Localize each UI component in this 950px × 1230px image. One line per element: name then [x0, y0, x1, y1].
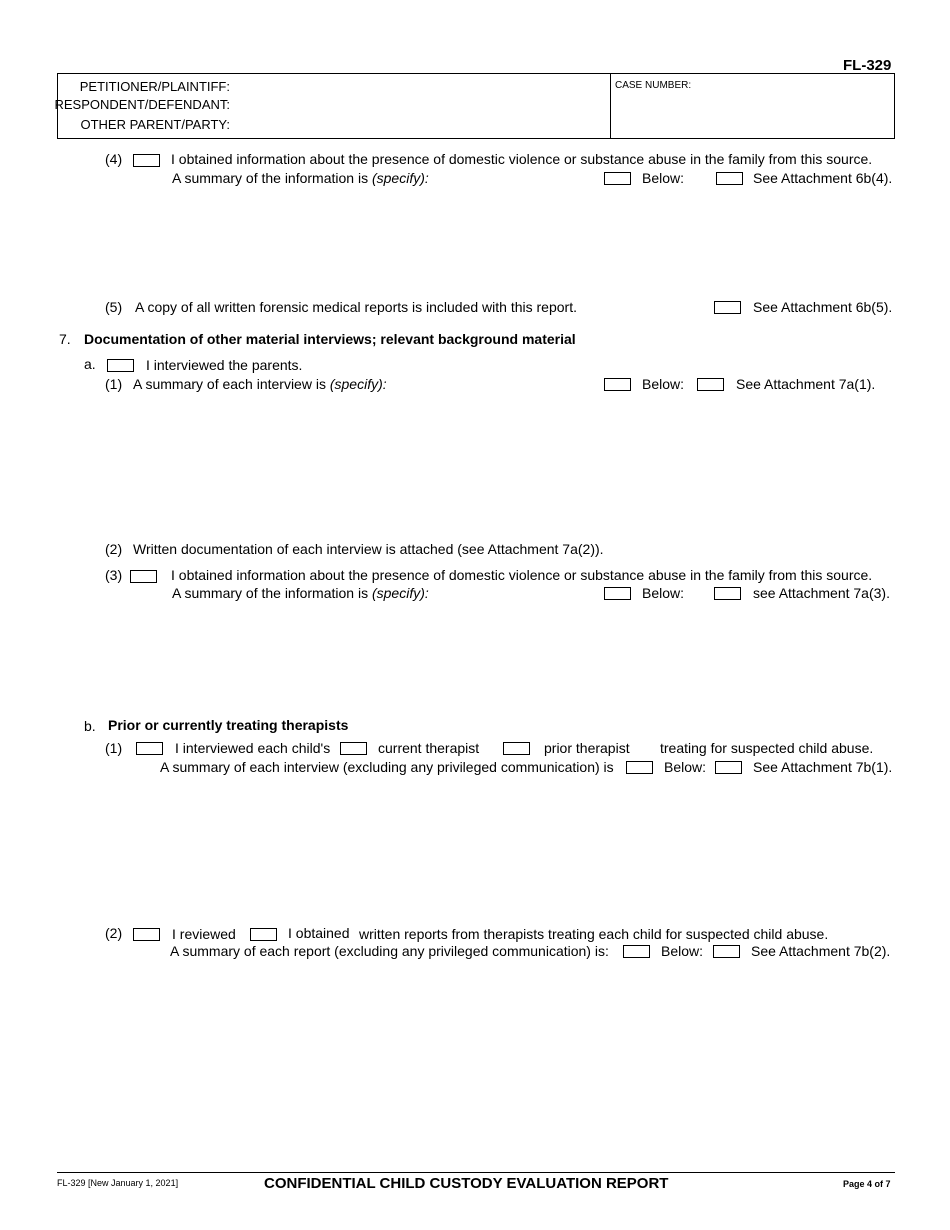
- item-7a3-attachment-checkbox[interactable]: [714, 587, 741, 600]
- item-7a-letter: a.: [84, 356, 96, 372]
- item-7a1-below-checkbox[interactable]: [604, 378, 631, 391]
- item-7b1-summary: A summary of each interview (excluding any privileged communication) is: [160, 759, 614, 775]
- caption-divider: [610, 73, 611, 139]
- case-number-label: CASE NUMBER:: [615, 80, 692, 91]
- item-7b2-attachment-checkbox[interactable]: [713, 945, 740, 958]
- item-7a3-summary: [172, 585, 429, 601]
- petitioner-label: PETITIONER/PLAINTIFF:: [79, 79, 230, 94]
- item-6b4-summary: [172, 170, 429, 186]
- item-7a2-number: (2): [105, 541, 123, 557]
- item-7b1-interviewed: I interviewed each child's: [175, 740, 331, 756]
- item-7b2-rest: written reports from therapists treating each child for suspected child abuse.: [359, 926, 829, 942]
- item-7a3-summary-prefix: A summary of the information is: [172, 585, 369, 601]
- footer-rule: [57, 1172, 895, 1173]
- item-6b5-attachment-label: See Attachment 6b(5).: [753, 299, 893, 315]
- item-7a1-attachment-label: See Attachment 7a(1).: [736, 376, 876, 392]
- item-7b1-checkbox[interactable]: [136, 742, 163, 755]
- item-7b2-below-checkbox[interactable]: [623, 945, 650, 958]
- item-7b2-below-label: Below:: [661, 943, 704, 959]
- item-6b5-number: (5): [105, 299, 123, 315]
- item-7b2-reviewed-checkbox[interactable]: [133, 928, 160, 941]
- respondent-label: RESPONDENT/DEFENDANT:: [54, 97, 230, 112]
- item-7a3-below-checkbox[interactable]: [604, 587, 631, 600]
- section-7-number: 7.: [59, 331, 71, 347]
- item-6b4-below-checkbox[interactable]: [604, 172, 631, 185]
- item-7b1-current-therapist-checkbox[interactable]: [340, 742, 367, 755]
- item-6b4-specify: (specify):: [371, 170, 429, 186]
- section-7-title: Documentation of other material interviews; relevant background material: [84, 331, 576, 347]
- item-7a3-below-label: Below:: [642, 585, 685, 601]
- item-6b4-number: (4): [105, 151, 123, 167]
- item-7a-text: I interviewed the parents.: [146, 357, 303, 373]
- item-6b4-text: I obtained information about the presence of domestic violence or substance abuse in the family from this source.: [171, 151, 873, 167]
- item-7b2-summary: A summary of each report (excluding any privileged communication) is:: [170, 943, 609, 959]
- item-7b-title: Prior or currently treating therapists: [108, 717, 349, 733]
- item-7b1-attachment-label: See Attachment 7b(1).: [753, 759, 893, 775]
- other-parent-label: OTHER PARENT/PARTY:: [80, 117, 230, 132]
- item-7a1-number: (1): [105, 376, 123, 392]
- item-7a1-specify: (specify):: [329, 376, 387, 392]
- item-7b-letter: b.: [84, 718, 96, 734]
- item-7b2-number: (2): [105, 925, 123, 941]
- footer-page-number: Page 4 of 7: [843, 1179, 891, 1189]
- item-7a-checkbox[interactable]: [107, 359, 134, 372]
- form-id: FL-329: [843, 57, 892, 74]
- item-7a3-attachment-label: see Attachment 7a(3).: [753, 585, 890, 601]
- item-7b1-prior-therapist-checkbox[interactable]: [503, 742, 530, 755]
- item-7b1-number: (1): [105, 740, 123, 756]
- item-7b1-attachment-checkbox[interactable]: [715, 761, 742, 774]
- item-6b5-text: A copy of all written forensic medical reports is included with this report.: [135, 299, 577, 315]
- item-7a1-text: [133, 376, 387, 392]
- item-6b5-attachment-checkbox[interactable]: [714, 301, 741, 314]
- item-7a1-text-main: A summary of each interview is: [133, 376, 326, 392]
- item-7b2-obtained-checkbox[interactable]: [250, 928, 277, 941]
- footer-title: CONFIDENTIAL CHILD CUSTODY EVALUATION REPORT: [264, 1175, 669, 1192]
- item-6b4-attachment-label: See Attachment 6b(4).: [753, 170, 893, 186]
- item-7a3-number: (3): [105, 567, 123, 583]
- item-7a1-below-label: Below:: [642, 376, 685, 392]
- item-7a3-text: I obtained information about the presence of domestic violence or substance abuse in the family from this source.: [171, 567, 873, 583]
- item-7b2-reviewed-label: I reviewed: [172, 926, 236, 942]
- footer-form-revision: FL-329 [New January 1, 2021]: [57, 1178, 179, 1188]
- item-7b1-current-therapist-label: current therapist: [378, 740, 480, 756]
- item-7b1-prior-therapist-label: prior therapist: [544, 740, 630, 756]
- item-6b4-attachment-checkbox[interactable]: [716, 172, 743, 185]
- item-7b2-attachment-label: See Attachment 7b(2).: [751, 943, 891, 959]
- item-7a2-text: Written documentation of each interview is attached (see Attachment 7a(2)).: [133, 541, 604, 557]
- item-7b1-below-label: Below:: [664, 759, 707, 775]
- item-7b1-treating: treating for suspected child abuse.: [660, 740, 874, 756]
- item-6b4-below-label: Below:: [642, 170, 685, 186]
- item-7b1-below-checkbox[interactable]: [626, 761, 653, 774]
- item-7a1-attachment-checkbox[interactable]: [697, 378, 724, 391]
- item-6b4-checkbox[interactable]: [133, 154, 160, 167]
- item-7a3-specify: (specify):: [371, 585, 429, 601]
- item-7b2-obtained-label: I obtained: [288, 925, 350, 941]
- item-6b4-summary-prefix: A summary of the information is: [172, 170, 369, 186]
- item-7a3-checkbox[interactable]: [130, 570, 157, 583]
